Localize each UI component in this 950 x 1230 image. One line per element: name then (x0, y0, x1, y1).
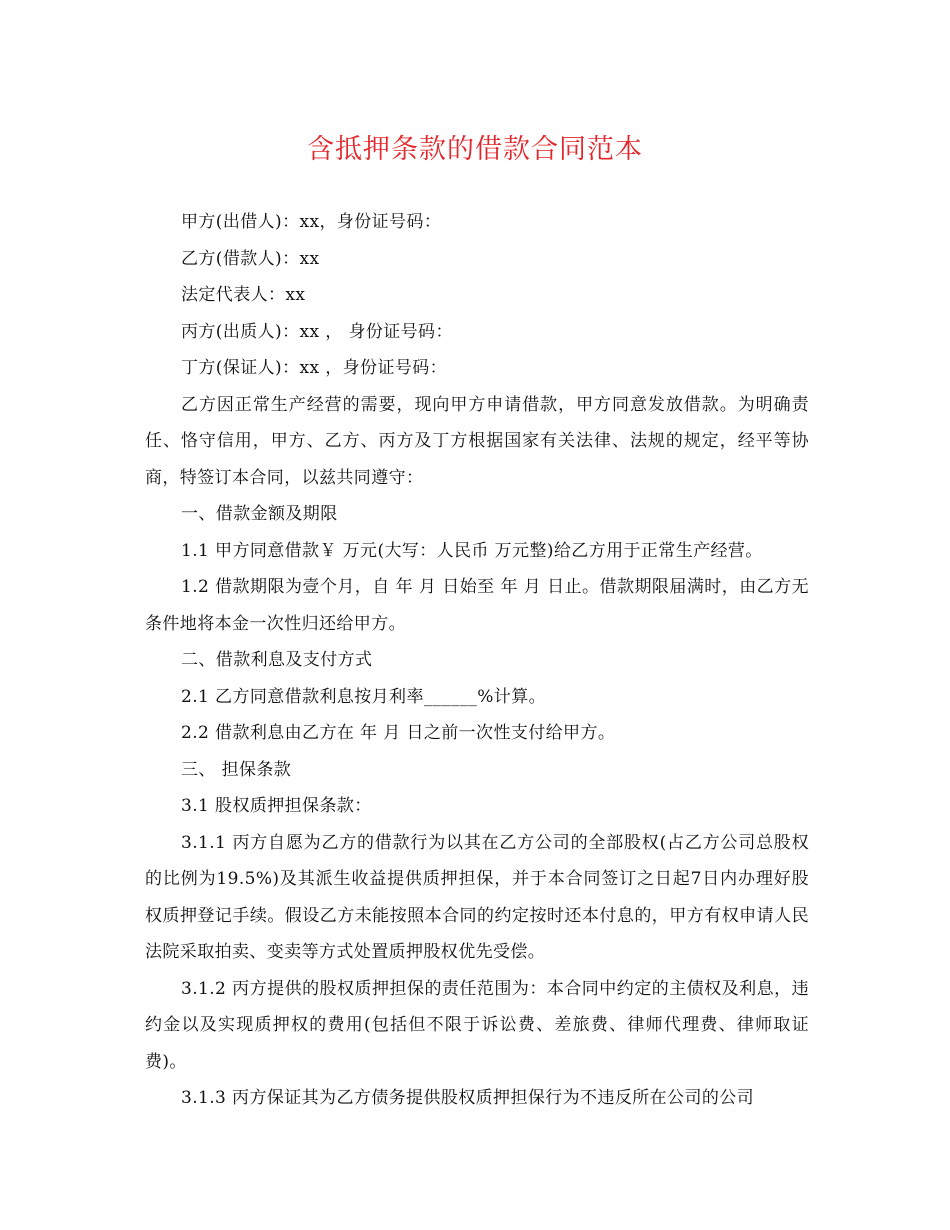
party-b-line: 乙方(借款人)：xx (181, 248, 320, 269)
legal-representative-line: 法定代表人：xx (181, 285, 306, 305)
clause-3-1: 3.1 股权质押担保条款： (181, 796, 372, 816)
clause-3-1-3: 3.1.3 丙方保证其为乙方债务提供股权质押担保行为不违反所在公司的公司 (181, 1088, 755, 1108)
clause-2-2: 2.2 借款利息由乙方在 年 月 日之前一次性支付给甲方。 (181, 723, 616, 743)
section-heading-2: 二、借款利息及支付方式 (181, 650, 373, 670)
document-title: 含抵押条款的借款合同范本 (307, 134, 643, 165)
document-body (145, 204, 809, 1117)
clause-3-1-2: 3.1.2 丙方提供的股权质押担保的责任范围为：本合同中约定的主债权及利息，违约金以及实现质押权的费用(包括但不限于诉讼费、差旅费、律师代理费、律师取证费)。 (145, 978, 809, 1072)
section-heading-3: 三、 担保条款 (181, 759, 292, 780)
party-a-line: 甲方(出借人)：xx，身份证号码： (181, 212, 442, 232)
party-d-line: 丁方(保证人)：xx ，身份证号码： (181, 358, 448, 378)
clause-1-1: 1.1 甲方同意借款￥ 万元(大写：人民币 万元整)给乙方用于正常生产经营。 (181, 540, 763, 561)
clause-1-2: 1.2 借款期限为壹个月，自 年 月 日始至 年 月 日止。借款期限届满时，由乙方无条件地将本金一次性归还给甲方。 (145, 577, 809, 634)
party-c-line: 丙方(出质人)：xx ， 身份证号码： (181, 321, 453, 342)
clause-2-1: 2.1 乙方同意借款利息按月利率______%计算。 (181, 686, 546, 707)
section-heading-1: 一、借款金额及期限 (181, 504, 338, 524)
preamble-paragraph: 乙方因正常生产经营的需要，现向甲方申请借款，甲方同意发放借款。为明确责任、恪守信用，甲方、乙方、丙方及丁方根据国家有关法律、法规的规定，经平等协商，特签订本合同，以兹共同遵守： (145, 394, 809, 488)
clause-3-1-1: 3.1.1 丙方自愿为乙方的借款行为以其在乙方公司的全部股权(占乙方公司总股权的比例为19.5%)及其派生收益提供质押担保，并于本合同签订之日起7日内办理好股权质押登记手续。假设乙方未能按照本合同的约定按时还本付息的，甲方有权申请人民法院采取拍卖、变卖等方式处置质押股权优先受偿。 (145, 832, 809, 962)
